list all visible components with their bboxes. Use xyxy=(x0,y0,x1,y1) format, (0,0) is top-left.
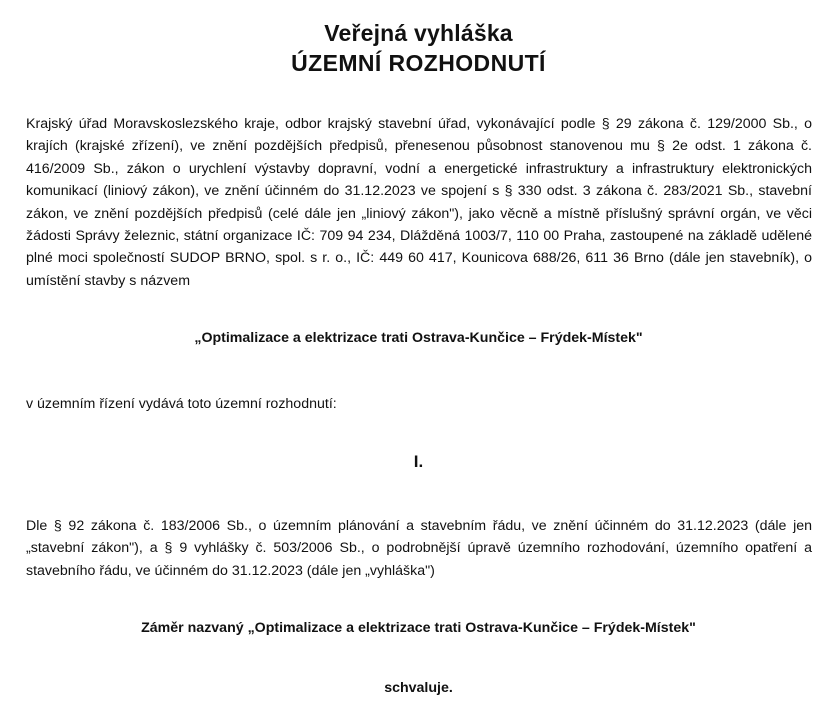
section-number: I. xyxy=(413,452,424,471)
intro-paragraph: Krajský úřad Moravskoslezského kraje, odbor krajský stavební úřad, vykonávající podle § 29 zákona č. 129/2000 Sb., o krajích (krajské zřízení), ve znění pozdějších předpisů, přenesenou působnost stanovenou mu § 2e odst. 1 zákona č. 416/2009 Sb., zákon o urychlení výstavby dopravní, vodní a energetické infrastruktury a infrastruktury elektronických komunikací (liniový zákon), ve znění účinném do 31.12.2023 ve spojení s § 330 odst. 3 zákona č. 283/2021 Sb., stavební zákon, ve znění pozdějších předpisů (celé dále jen „liniový zákon"), jako věcně a místně příslušný správní orgán, ve věci žádosti Správy železnic, státní organizace IČ: 709 94 234, Dlážděná 1003/7, 110 00 Praha, zastoupené na základě udělené plné moci společností SUDOP BRNO, spol. s r. o., IČ: 449 60 417, Kounicova 688/26, 611 36 Brno (dále jen stavebník), o umístění stavby s názvem xyxy=(26,116,812,289)
project-title: „Optimalizace a elektrizace trati Ostrava-Kunčice – Frýdek-Místek" xyxy=(194,330,643,346)
document-title: Veřejná vyhláška xyxy=(324,20,513,46)
document-subtitle: ÚZEMNÍ ROZHODNUTÍ xyxy=(291,50,546,76)
lead-sentence: v územním řízení vydává toto územní rozhodnutí: xyxy=(26,396,337,412)
legal-paragraph: Dle § 92 zákona č. 183/2006 Sb., o územním plánování a stavebním řádu, ve znění účinném do 31.12.2023 (dále jen „stavební zákon"), a § 9 vyhlášky č. 503/2006 Sb., o podrobnější úpravě územního rozhodování, územního opatření a stavebního řádu, ve účinném do 31.12.2023 (dále jen „vyhláška") xyxy=(26,518,812,579)
decision-line: Záměr nazvaný „Optimalizace a elektrizace trati Ostrava-Kunčice – Frýdek-Místek" xyxy=(141,620,696,636)
approval-word: schvaluje. xyxy=(384,680,453,696)
